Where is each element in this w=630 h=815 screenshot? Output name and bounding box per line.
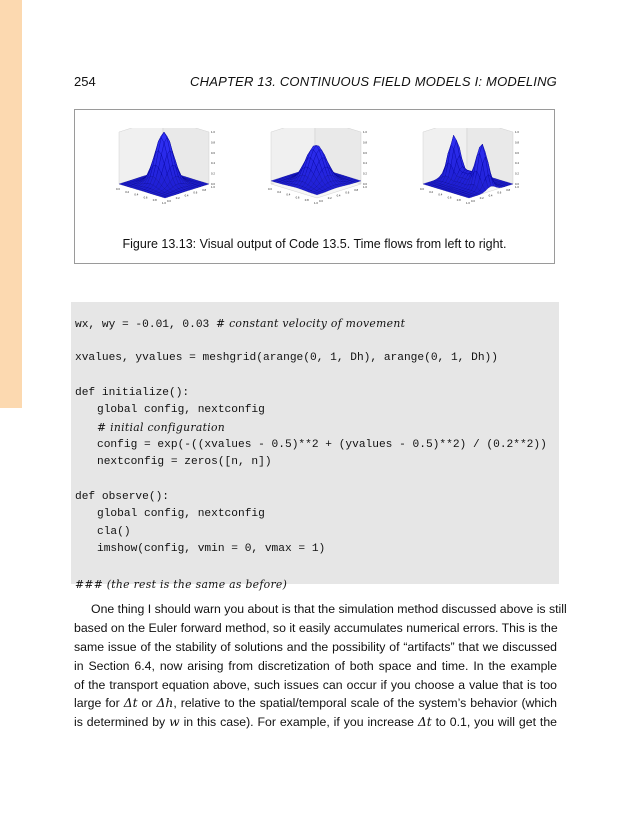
y-tick-label: 0.8 xyxy=(506,187,511,192)
z-tick-label: 0.6 xyxy=(363,150,367,155)
code-line xyxy=(71,558,559,575)
z-tick-label: 0.4 xyxy=(515,161,519,166)
code-line xyxy=(71,332,559,349)
paragraph-line xyxy=(74,657,557,676)
paragraph-line xyxy=(74,619,557,638)
y-tick-label: 0.0 xyxy=(471,199,475,203)
math-symbol: w xyxy=(169,715,180,730)
y-tick-label: 0.2 xyxy=(479,196,484,201)
x-tick-label: 1.0 xyxy=(314,201,318,205)
x-tick-label: 0.2 xyxy=(277,189,282,194)
math-symbol: Δt xyxy=(417,715,432,730)
y-tick-label: 0.2 xyxy=(175,196,180,201)
x-tick-label: 1.0 xyxy=(162,201,166,205)
surface-plot-2 xyxy=(261,128,379,228)
code-text: imshow(config, vmin = 0, vmax = 1) xyxy=(97,543,326,556)
x-tick-label: 0.8 xyxy=(304,198,309,203)
z-tick-label: 0.8 xyxy=(515,140,519,145)
y-tick-label: 0.6 xyxy=(345,190,350,195)
code-comment: ### (the rest is the same as before) xyxy=(75,577,288,591)
code-line xyxy=(71,315,559,332)
x-tick-label: 0.6 xyxy=(447,195,452,200)
z-tick-label: 0.2 xyxy=(515,171,519,176)
text-run: is determined by xyxy=(74,715,170,730)
math-symbol: Δh xyxy=(156,696,174,711)
paragraph-line xyxy=(74,638,557,657)
text-run: of the transport equation above, such issues can occur if you choose a value that is too xyxy=(74,677,557,692)
math-symbol: Δt xyxy=(123,696,138,711)
x-tick-label: 0.6 xyxy=(295,195,300,200)
y-tick-label: 0.2 xyxy=(327,196,332,201)
z-tick-label: 0.4 xyxy=(211,161,215,166)
z-tick-label: 0.0 xyxy=(363,182,367,186)
code-text: nextconfig = zeros([n, n]) xyxy=(97,456,272,469)
paragraph-line xyxy=(74,694,557,713)
text-run: large for xyxy=(74,696,124,711)
code-text: global config, nextconfig xyxy=(97,508,265,521)
x-tick-label: 0.2 xyxy=(429,189,434,194)
text-run: same issue of the stability of solutions and the possibility of “artifacts” that we discussed xyxy=(74,639,557,654)
text-run: in Section 6.4, now arising from discretization of both space and time. In the example xyxy=(74,658,557,673)
y-tick-label: 0.6 xyxy=(193,190,198,195)
z-tick-label: 0.0 xyxy=(515,182,519,186)
code-line xyxy=(71,576,559,593)
code-listing xyxy=(71,302,559,591)
z-tick-label: 0.4 xyxy=(363,161,367,166)
code-line xyxy=(71,402,559,419)
code-text: cla() xyxy=(97,525,131,538)
side-margin-tab xyxy=(0,0,22,408)
x-tick-label: 0.4 xyxy=(134,192,139,197)
code-line xyxy=(71,489,559,506)
x-tick-label: 1.0 xyxy=(466,201,470,205)
code-comment: # constant velocity of movement xyxy=(216,317,406,330)
text-run: , relative to the spatial/temporal scale of the system’s behavior (which xyxy=(173,696,557,711)
code-line xyxy=(71,472,559,489)
code-text: config = exp(-((xvalues - 0.5)**2 + (yvalues - 0.5)**2) / (0.2**2)) xyxy=(97,438,547,451)
y-tick-label: 0.4 xyxy=(336,193,341,198)
code-line xyxy=(71,506,559,523)
y-tick-label: 0.8 xyxy=(202,187,207,192)
z-tick-label: 0.2 xyxy=(211,171,215,176)
page-header xyxy=(74,74,557,92)
x-tick-label: 0.6 xyxy=(143,195,148,200)
surface-plot-1 xyxy=(109,128,227,228)
y-tick-label: 0.8 xyxy=(354,187,359,192)
body-paragraph xyxy=(74,600,567,732)
code-text: xvalues, yvalues = meshgrid(arange(0, 1, Dh), arange(0, 1, Dh)) xyxy=(75,351,498,364)
code-line xyxy=(71,350,559,367)
page-number: 254 xyxy=(74,74,96,89)
code-text: global config, nextconfig xyxy=(97,403,265,416)
y-tick-label: 1.0 xyxy=(515,185,519,189)
x-tick-label: 0.0 xyxy=(116,187,120,191)
surface-plot-3 xyxy=(413,128,531,228)
code-text: def observe(): xyxy=(75,490,169,503)
y-tick-label: 1.0 xyxy=(211,185,215,189)
code-line xyxy=(71,541,559,558)
z-tick-label: 1.0 xyxy=(515,130,519,134)
x-tick-label: 0.4 xyxy=(438,192,443,197)
text-run: based on the Euler forward method, so it easily accumulates numerical errors. This is the xyxy=(74,620,558,635)
y-tick-label: 0.0 xyxy=(167,199,171,203)
z-tick-label: 0.2 xyxy=(363,171,367,176)
figure-caption: Figure 13.13: Visual output of Code 13.5. Time flows from left to right. xyxy=(122,237,507,251)
code-line xyxy=(71,419,559,436)
x-tick-label: 0.4 xyxy=(286,192,291,197)
y-tick-label: 1.0 xyxy=(363,185,367,189)
code-line xyxy=(71,437,559,454)
code-comment: # initial configuration xyxy=(97,421,226,435)
code-text: wx, wy = -0.01, 0.03 xyxy=(75,319,216,331)
y-tick-label: 0.0 xyxy=(319,199,323,203)
z-tick-label: 0.6 xyxy=(211,150,215,155)
z-tick-label: 0.8 xyxy=(211,140,215,145)
code-text: def initialize(): xyxy=(75,386,190,399)
code-line xyxy=(71,367,559,384)
paragraph-line xyxy=(74,676,557,695)
paragraph-line xyxy=(74,600,567,619)
z-tick-label: 0.8 xyxy=(363,140,367,145)
text-run: One thing I should warn you about is that the simulation method discussed above is still xyxy=(91,602,567,616)
y-tick-label: 0.4 xyxy=(488,193,493,198)
running-head: CHAPTER 13. CONTINUOUS FIELD MODELS I: MODELING xyxy=(190,74,557,89)
text-run: in this case). For example, if you increase xyxy=(179,715,418,730)
text-run: or xyxy=(137,696,157,711)
x-tick-label: 0.0 xyxy=(420,187,424,191)
x-tick-label: 0.2 xyxy=(125,189,130,194)
figure-13-13 xyxy=(74,109,555,264)
paragraph-line xyxy=(74,713,557,732)
text-run: to 0.1, you will get the xyxy=(431,715,557,730)
code-line xyxy=(71,454,559,471)
x-tick-label: 0.8 xyxy=(456,198,461,203)
x-tick-label: 0.0 xyxy=(268,187,272,191)
z-tick-label: 1.0 xyxy=(211,130,215,134)
y-tick-label: 0.6 xyxy=(497,190,502,195)
code-line xyxy=(71,385,559,402)
z-tick-label: 1.0 xyxy=(363,130,367,134)
z-tick-label: 0.6 xyxy=(515,150,519,155)
code-line xyxy=(71,524,559,541)
x-tick-label: 0.8 xyxy=(152,198,157,203)
y-tick-label: 0.4 xyxy=(184,193,189,198)
z-tick-label: 0.0 xyxy=(211,182,215,186)
